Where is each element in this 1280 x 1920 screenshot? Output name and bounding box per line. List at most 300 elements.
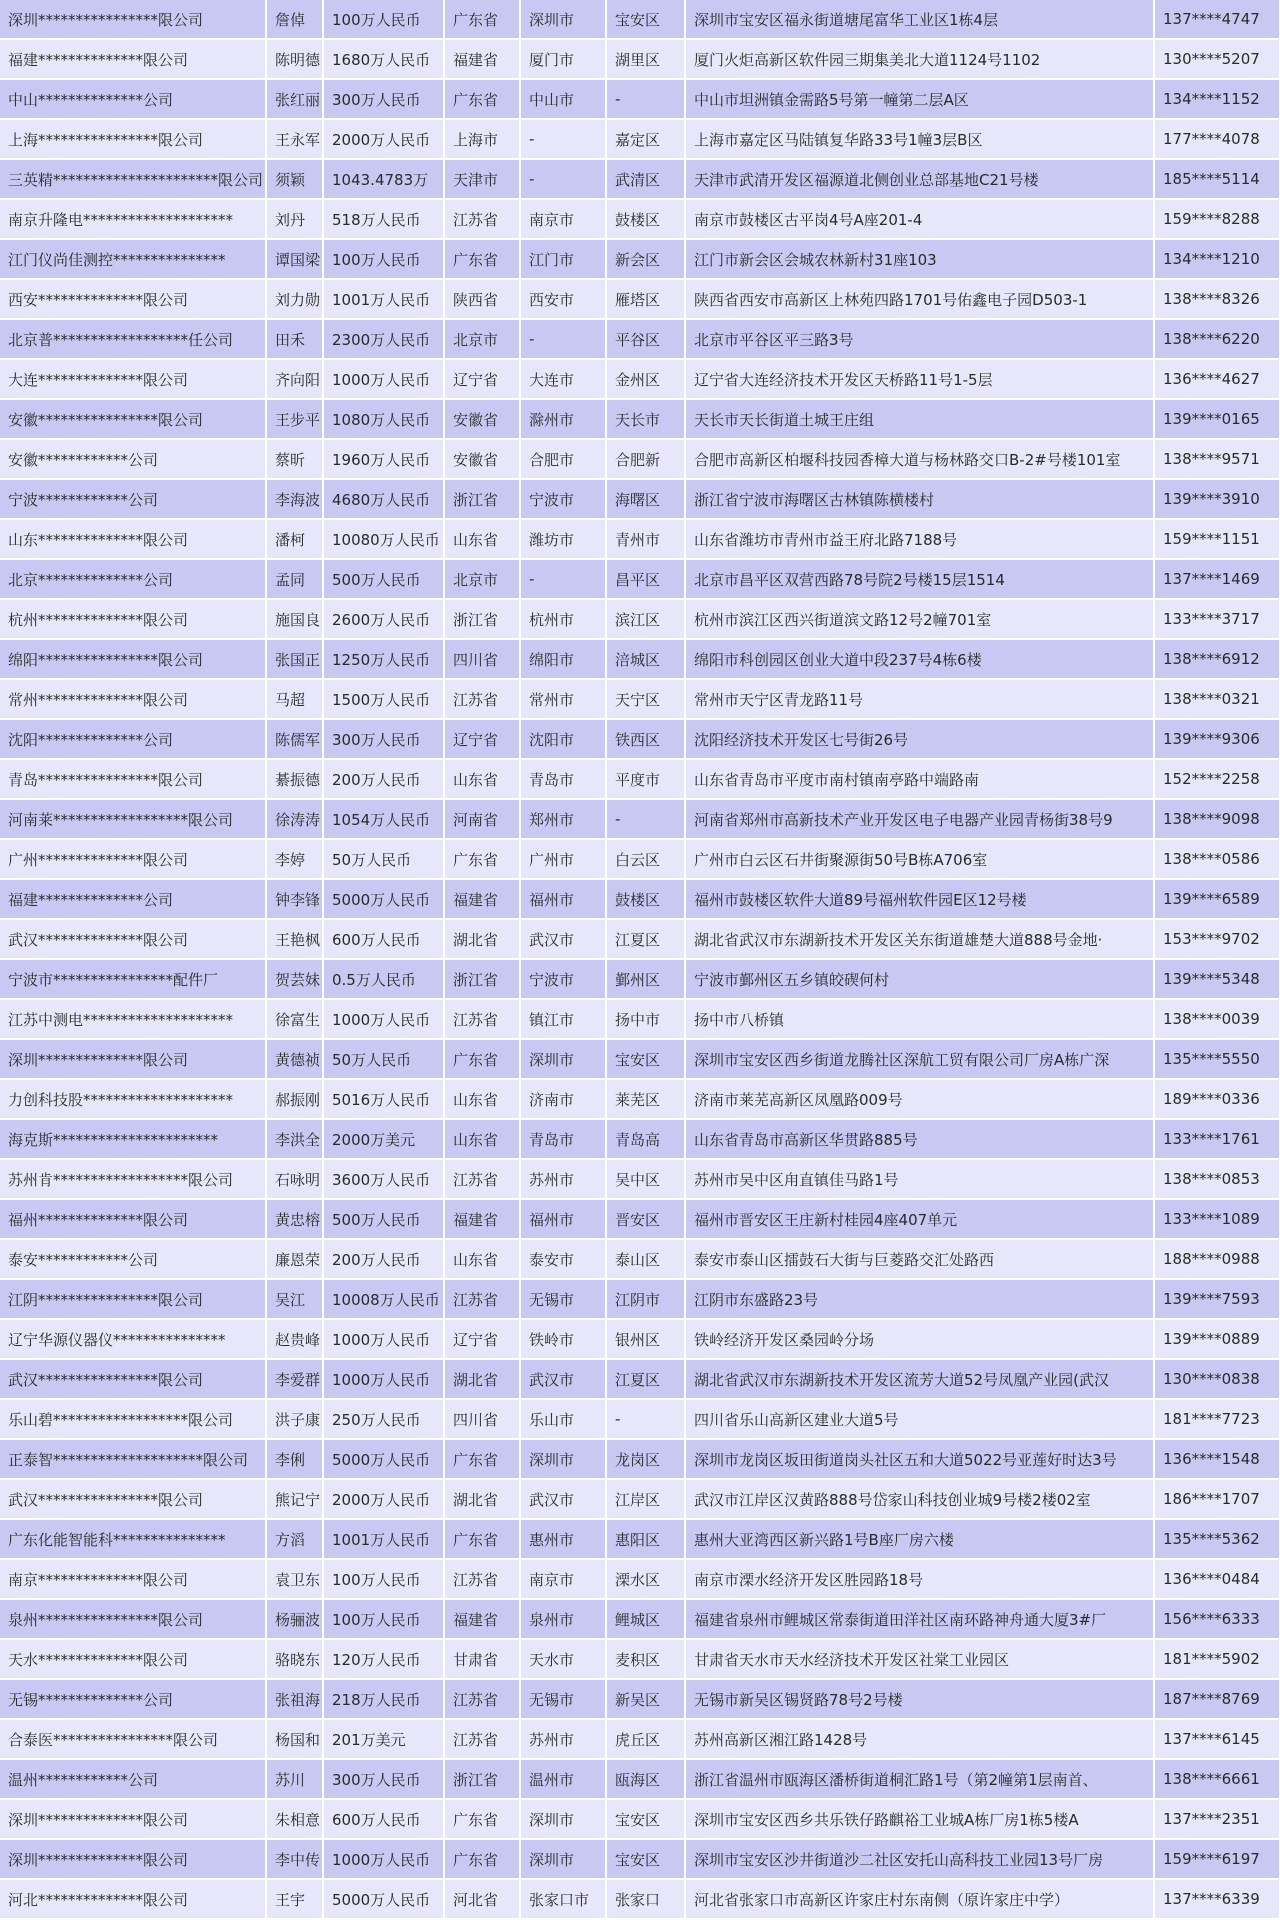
address-cell: 深圳市宝安区西乡共乐铁仔路麒裕工业城A栋厂房1栋5楼A: [685, 1799, 1154, 1839]
district-cell: 铁西区: [606, 719, 685, 759]
address-cell: 湖北省武汉市东湖新技术开发区关东街道雄楚大道888号金地·: [685, 919, 1154, 959]
legal-rep-cell: 马超: [266, 679, 323, 719]
address-cell: 四川省乐山高新区建业大道5号: [685, 1399, 1154, 1439]
phone-cell: 138****6220: [1154, 319, 1280, 359]
address-cell: 苏州高新区湘江路1428号: [685, 1719, 1154, 1759]
province-cell: 福建省: [444, 1599, 520, 1639]
table-row: [0, 1399, 1280, 1439]
registered-capital-cell: 1054万人民币: [323, 799, 444, 839]
table-row: [0, 279, 1280, 319]
table-row: [0, 79, 1280, 119]
district-cell: 湖里区: [606, 39, 685, 79]
legal-rep-cell: 刘丹: [266, 199, 323, 239]
district-cell: 宝安区: [606, 1839, 685, 1879]
registered-capital-cell: 1080万人民币: [323, 399, 444, 439]
company-name-cell: 苏州肯******************限公司: [0, 1159, 266, 1199]
phone-cell: 159****1151: [1154, 519, 1280, 559]
table-row: [0, 799, 1280, 839]
phone-cell: 159****8288: [1154, 199, 1280, 239]
phone-cell: 159****6197: [1154, 1839, 1280, 1879]
legal-rep-cell: 陈明德: [266, 39, 323, 79]
province-cell: 广东省: [444, 79, 520, 119]
table-row: [0, 879, 1280, 919]
city-cell: 绵阳市: [520, 639, 606, 679]
legal-rep-cell: 谭国梁: [266, 239, 323, 279]
legal-rep-cell: 李中传: [266, 1839, 323, 1879]
address-cell: 天长市天长街道土城王庄组: [685, 399, 1154, 439]
address-cell: 中山市坦洲镇金需路5号第一幢第二层A区: [685, 79, 1154, 119]
table-row: [0, 999, 1280, 1039]
company-name-cell: 合泰医****************限公司: [0, 1719, 266, 1759]
province-cell: 江苏省: [444, 1559, 520, 1599]
address-cell: 上海市嘉定区马陆镇复华路33号1幢3层B区: [685, 119, 1154, 159]
table-row: [0, 1319, 1280, 1359]
province-cell: 辽宁省: [444, 719, 520, 759]
district-cell: 麦积区: [606, 1639, 685, 1679]
address-cell: 山东省青岛市平度市南村镇南亭路中端路南: [685, 759, 1154, 799]
legal-rep-cell: 黄德祯: [266, 1039, 323, 1079]
city-cell: -: [520, 559, 606, 599]
company-name-cell: 广东化能智能科***************: [0, 1519, 266, 1559]
province-cell: 辽宁省: [444, 359, 520, 399]
legal-rep-cell: 李洪全: [266, 1119, 323, 1159]
district-cell: 龙岗区: [606, 1439, 685, 1479]
address-cell: 常州市天宁区青龙路11号: [685, 679, 1154, 719]
table-row: [0, 1439, 1280, 1479]
registered-capital-cell: 600万人民币: [323, 1799, 444, 1839]
province-cell: 湖北省: [444, 919, 520, 959]
legal-rep-cell: 钟李锋: [266, 879, 323, 919]
legal-rep-cell: 田禾: [266, 319, 323, 359]
city-cell: -: [520, 119, 606, 159]
address-cell: 深圳市宝安区西乡街道龙腾社区深航工贸有限公司厂房A栋广深: [685, 1039, 1154, 1079]
district-cell: 平谷区: [606, 319, 685, 359]
legal-rep-cell: 袁卫东: [266, 1559, 323, 1599]
address-cell: 无锡市新吴区锡贤路78号2号楼: [685, 1679, 1154, 1719]
table-row: [0, 39, 1280, 79]
city-cell: 天水市: [520, 1639, 606, 1679]
phone-cell: 130****0838: [1154, 1359, 1280, 1399]
company-name-cell: 辽宁华源仪器仪***************: [0, 1319, 266, 1359]
table-row: [0, 1799, 1280, 1839]
registered-capital-cell: 2600万人民币: [323, 599, 444, 639]
address-cell: 甘肃省天水市天水经济技术开发区社棠工业园区: [685, 1639, 1154, 1679]
province-cell: 浙江省: [444, 1759, 520, 1799]
phone-cell: 136****0484: [1154, 1559, 1280, 1599]
company-name-cell: 宁波市****************配件厂: [0, 959, 266, 999]
province-cell: 上海市: [444, 119, 520, 159]
registered-capital-cell: 1000万人民币: [323, 1319, 444, 1359]
legal-rep-cell: 苏川: [266, 1759, 323, 1799]
address-cell: 南京市鼓楼区古平岗4号A座201-4: [685, 199, 1154, 239]
city-cell: 铁岭市: [520, 1319, 606, 1359]
company-name-cell: 泰安************公司: [0, 1239, 266, 1279]
phone-cell: 135****5550: [1154, 1039, 1280, 1079]
phone-cell: 139****6589: [1154, 879, 1280, 919]
registered-capital-cell: 300万人民币: [323, 1759, 444, 1799]
district-cell: 滨江区: [606, 599, 685, 639]
province-cell: 陕西省: [444, 279, 520, 319]
province-cell: 江苏省: [444, 1279, 520, 1319]
table-row: [0, 839, 1280, 879]
registered-capital-cell: 3600万人民币: [323, 1159, 444, 1199]
district-cell: 雁塔区: [606, 279, 685, 319]
address-cell: 深圳市宝安区福永街道塘尾富华工业区1栋4层: [685, 0, 1154, 39]
phone-cell: 177****4078: [1154, 119, 1280, 159]
address-cell: 扬中市八桥镇: [685, 999, 1154, 1039]
registered-capital-cell: 0.5万人民币: [323, 959, 444, 999]
legal-rep-cell: 潘柯: [266, 519, 323, 559]
table-row: [0, 479, 1280, 519]
address-cell: 山东省潍坊市青州市益王府北路7188号: [685, 519, 1154, 559]
province-cell: 广东省: [444, 0, 520, 39]
registered-capital-cell: 300万人民币: [323, 79, 444, 119]
address-cell: 福州市鼓楼区软件大道89号福州软件园E区12号楼: [685, 879, 1154, 919]
legal-rep-cell: 郝振刚: [266, 1079, 323, 1119]
district-cell: 瓯海区: [606, 1759, 685, 1799]
city-cell: 福州市: [520, 1199, 606, 1239]
district-cell: 溧水区: [606, 1559, 685, 1599]
legal-rep-cell: 廉恩荣: [266, 1239, 323, 1279]
city-cell: 青岛市: [520, 1119, 606, 1159]
table-row: [0, 919, 1280, 959]
registered-capital-cell: 1500万人民币: [323, 679, 444, 719]
phone-cell: 134****1152: [1154, 79, 1280, 119]
table-row: [0, 1479, 1280, 1519]
phone-cell: 185****5114: [1154, 159, 1280, 199]
company-name-cell: 深圳**************限公司: [0, 1039, 266, 1079]
city-cell: 西安市: [520, 279, 606, 319]
city-cell: 南京市: [520, 199, 606, 239]
province-cell: 江苏省: [444, 1719, 520, 1759]
province-cell: 安徽省: [444, 399, 520, 439]
city-cell: -: [520, 319, 606, 359]
company-name-cell: 力创科技股********************: [0, 1079, 266, 1119]
city-cell: 镇江市: [520, 999, 606, 1039]
district-cell: 嘉定区: [606, 119, 685, 159]
company-name-cell: 上海****************限公司: [0, 119, 266, 159]
province-cell: 河北省: [444, 1879, 520, 1919]
registered-capital-cell: 2000万美元: [323, 1119, 444, 1159]
province-cell: 广东省: [444, 839, 520, 879]
province-cell: 四川省: [444, 639, 520, 679]
table-row: [0, 1199, 1280, 1239]
phone-cell: 152****2258: [1154, 759, 1280, 799]
district-cell: 虎丘区: [606, 1719, 685, 1759]
district-cell: -: [606, 799, 685, 839]
phone-cell: 187****8769: [1154, 1679, 1280, 1719]
company-name-cell: 山东**************限公司: [0, 519, 266, 559]
district-cell: 武清区: [606, 159, 685, 199]
table-row: [0, 679, 1280, 719]
city-cell: 深圳市: [520, 0, 606, 39]
address-cell: 江阴市东盛路23号: [685, 1279, 1154, 1319]
address-cell: 绵阳市科创园区创业大道中段237号4栋6楼: [685, 639, 1154, 679]
table-row: [0, 399, 1280, 439]
city-cell: 武汉市: [520, 1479, 606, 1519]
phone-cell: 136****1548: [1154, 1439, 1280, 1479]
company-name-cell: 无锡**************公司: [0, 1679, 266, 1719]
district-cell: 江夏区: [606, 919, 685, 959]
province-cell: 北京市: [444, 559, 520, 599]
province-cell: 广东省: [444, 1039, 520, 1079]
table-row: [0, 1679, 1280, 1719]
company-name-cell: 南京升隆电********************: [0, 199, 266, 239]
legal-rep-cell: 王永军: [266, 119, 323, 159]
district-cell: 扬中市: [606, 999, 685, 1039]
district-cell: 鲤城区: [606, 1599, 685, 1639]
city-cell: 广州市: [520, 839, 606, 879]
province-cell: 山东省: [444, 1119, 520, 1159]
company-name-cell: 武汉****************限公司: [0, 1359, 266, 1399]
legal-rep-cell: 李海波: [266, 479, 323, 519]
legal-rep-cell: 徐涛涛: [266, 799, 323, 839]
city-cell: 潍坊市: [520, 519, 606, 559]
phone-cell: 138****8326: [1154, 279, 1280, 319]
phone-cell: 134****1210: [1154, 239, 1280, 279]
province-cell: 浙江省: [444, 959, 520, 999]
legal-rep-cell: 张祖海: [266, 1679, 323, 1719]
address-cell: 惠州大亚湾西区新兴路1号B座厂房六楼: [685, 1519, 1154, 1559]
legal-rep-cell: 骆晓东: [266, 1639, 323, 1679]
phone-cell: 139****5348: [1154, 959, 1280, 999]
district-cell: 青州市: [606, 519, 685, 559]
district-cell: 银州区: [606, 1319, 685, 1359]
address-cell: 湖北省武汉市东湖新技术开发区流芳大道52号凤凰产业园(武汉: [685, 1359, 1154, 1399]
table-row: [0, 1039, 1280, 1079]
address-cell: 宁波市鄞州区五乡镇皎碶何村: [685, 959, 1154, 999]
city-cell: 宁波市: [520, 479, 606, 519]
company-name-cell: 南京**************限公司: [0, 1559, 266, 1599]
table-row: [0, 1719, 1280, 1759]
table-row: [0, 119, 1280, 159]
phone-cell: 137****4747: [1154, 0, 1280, 39]
table-row: [0, 759, 1280, 799]
city-cell: 苏州市: [520, 1159, 606, 1199]
district-cell: 平度市: [606, 759, 685, 799]
city-cell: 深圳市: [520, 1439, 606, 1479]
district-cell: 张家口: [606, 1879, 685, 1919]
registered-capital-cell: 2000万人民币: [323, 119, 444, 159]
district-cell: 江夏区: [606, 1359, 685, 1399]
province-cell: 天津市: [444, 159, 520, 199]
city-cell: 深圳市: [520, 1799, 606, 1839]
phone-cell: 189****0336: [1154, 1079, 1280, 1119]
province-cell: 辽宁省: [444, 1319, 520, 1359]
registered-capital-cell: 10008万人民币: [323, 1279, 444, 1319]
company-name-cell: 绵阳****************限公司: [0, 639, 266, 679]
company-name-cell: 安徽****************限公司: [0, 399, 266, 439]
city-cell: -: [520, 159, 606, 199]
province-cell: 福建省: [444, 1199, 520, 1239]
province-cell: 湖北省: [444, 1479, 520, 1519]
legal-rep-cell: 李爱群: [266, 1359, 323, 1399]
company-name-cell: 福建**************公司: [0, 879, 266, 919]
city-cell: 大连市: [520, 359, 606, 399]
legal-rep-cell: 李婷: [266, 839, 323, 879]
table-row: [0, 1079, 1280, 1119]
district-cell: 鼓楼区: [606, 879, 685, 919]
province-cell: 四川省: [444, 1399, 520, 1439]
company-name-cell: 三英精**********************限公司: [0, 159, 266, 199]
phone-cell: 181****5902: [1154, 1639, 1280, 1679]
legal-rep-cell: 孟同: [266, 559, 323, 599]
province-cell: 江苏省: [444, 679, 520, 719]
registered-capital-cell: 1250万人民币: [323, 639, 444, 679]
district-cell: 宝安区: [606, 1039, 685, 1079]
company-name-cell: 青岛****************限公司: [0, 759, 266, 799]
city-cell: 乐山市: [520, 1399, 606, 1439]
district-cell: 合肥新: [606, 439, 685, 479]
registered-capital-cell: 5000万人民币: [323, 1879, 444, 1919]
table-row: [0, 959, 1280, 999]
province-cell: 广东省: [444, 1799, 520, 1839]
table-row: [0, 639, 1280, 679]
phone-cell: 139****0165: [1154, 399, 1280, 439]
district-cell: 泰山区: [606, 1239, 685, 1279]
district-cell: 白云区: [606, 839, 685, 879]
city-cell: 泉州市: [520, 1599, 606, 1639]
registered-capital-cell: 1000万人民币: [323, 1359, 444, 1399]
legal-rep-cell: 徐富生: [266, 999, 323, 1039]
address-cell: 苏州市吴中区甪直镇佳马路1号: [685, 1159, 1154, 1199]
registered-capital-cell: 2300万人民币: [323, 319, 444, 359]
city-cell: 深圳市: [520, 1839, 606, 1879]
company-name-cell: 深圳**************限公司: [0, 1839, 266, 1879]
province-cell: 广东省: [444, 239, 520, 279]
city-cell: 南京市: [520, 1559, 606, 1599]
phone-cell: 137****1469: [1154, 559, 1280, 599]
registered-capital-cell: 50万人民币: [323, 1039, 444, 1079]
address-cell: 沈阳经济技术开发区七号街26号: [685, 719, 1154, 759]
city-cell: 沈阳市: [520, 719, 606, 759]
table-row: [0, 199, 1280, 239]
table-row: [0, 1279, 1280, 1319]
phone-cell: 137****6339: [1154, 1879, 1280, 1919]
table-row: [0, 319, 1280, 359]
phone-cell: 130****5207: [1154, 39, 1280, 79]
city-cell: 泰安市: [520, 1239, 606, 1279]
district-cell: 江岸区: [606, 1479, 685, 1519]
table-row: [0, 439, 1280, 479]
legal-rep-cell: 刘力勋: [266, 279, 323, 319]
province-cell: 浙江省: [444, 479, 520, 519]
city-cell: 温州市: [520, 1759, 606, 1799]
phone-cell: 135****5362: [1154, 1519, 1280, 1559]
province-cell: 广东省: [444, 1839, 520, 1879]
address-cell: 南京市溧水经济开发区胜园路18号: [685, 1559, 1154, 1599]
registered-capital-cell: 5016万人民币: [323, 1079, 444, 1119]
province-cell: 山东省: [444, 759, 520, 799]
registered-capital-cell: 1043.4783万: [323, 159, 444, 199]
city-cell: 杭州市: [520, 599, 606, 639]
registered-capital-cell: 300万人民币: [323, 719, 444, 759]
district-cell: 新吴区: [606, 1679, 685, 1719]
phone-cell: 181****7723: [1154, 1399, 1280, 1439]
legal-rep-cell: 方滔: [266, 1519, 323, 1559]
province-cell: 浙江省: [444, 599, 520, 639]
table-row: [0, 1159, 1280, 1199]
city-cell: 滁州市: [520, 399, 606, 439]
city-cell: 江门市: [520, 239, 606, 279]
table-row: [0, 1759, 1280, 1799]
phone-cell: 186****1707: [1154, 1479, 1280, 1519]
registered-capital-cell: 1000万人民币: [323, 359, 444, 399]
registered-capital-cell: 2000万人民币: [323, 1479, 444, 1519]
district-cell: 金州区: [606, 359, 685, 399]
legal-rep-cell: 熊记宁: [266, 1479, 323, 1519]
province-cell: 福建省: [444, 879, 520, 919]
table-row: [0, 719, 1280, 759]
registered-capital-cell: 1000万人民币: [323, 999, 444, 1039]
registered-capital-cell: 218万人民币: [323, 1679, 444, 1719]
legal-rep-cell: 施国良: [266, 599, 323, 639]
district-cell: 鄞州区: [606, 959, 685, 999]
legal-rep-cell: 张红丽: [266, 79, 323, 119]
district-cell: 新会区: [606, 239, 685, 279]
province-cell: 湖北省: [444, 1359, 520, 1399]
legal-rep-cell: 张国正: [266, 639, 323, 679]
company-name-cell: 河北**************限公司: [0, 1879, 266, 1919]
legal-rep-cell: 吴江: [266, 1279, 323, 1319]
address-cell: 杭州市滨江区西兴街道滨文路12号2幢701室: [685, 599, 1154, 639]
registered-capital-cell: 250万人民币: [323, 1399, 444, 1439]
phone-cell: 138****0321: [1154, 679, 1280, 719]
table-row: [0, 1519, 1280, 1559]
address-cell: 北京市昌平区双营西路78号院2号楼15层1514: [685, 559, 1154, 599]
company-name-cell: 北京**************公司: [0, 559, 266, 599]
phone-cell: 133****1761: [1154, 1119, 1280, 1159]
province-cell: 山东省: [444, 1239, 520, 1279]
company-name-cell: 河南莱******************限公司: [0, 799, 266, 839]
company-name-cell: 沈阳**************公司: [0, 719, 266, 759]
table-row: [0, 1839, 1280, 1879]
legal-rep-cell: 陈儒军: [266, 719, 323, 759]
address-cell: 江门市新会区会城农林新村31座103: [685, 239, 1154, 279]
company-name-cell: 广州**************限公司: [0, 839, 266, 879]
company-name-cell: 西安**************限公司: [0, 279, 266, 319]
address-cell: 深圳市龙岗区坂田街道岗头社区五和大道5022号亚莲好时达3号: [685, 1439, 1154, 1479]
city-cell: 福州市: [520, 879, 606, 919]
city-cell: 青岛市: [520, 759, 606, 799]
district-cell: 吴中区: [606, 1159, 685, 1199]
address-cell: 辽宁省大连经济技术开发区天桥路11号1-5层: [685, 359, 1154, 399]
province-cell: 江苏省: [444, 999, 520, 1039]
company-name-cell: 北京普******************任公司: [0, 319, 266, 359]
table-row: [0, 599, 1280, 639]
address-cell: 厦门火炬高新区软件园三期集美北大道1124号1102: [685, 39, 1154, 79]
city-cell: 张家口市: [520, 1879, 606, 1919]
address-cell: 武汉市江岸区汉黄路888号岱家山科技创业城9号楼2楼02室: [685, 1479, 1154, 1519]
phone-cell: 138****0586: [1154, 839, 1280, 879]
district-cell: 宝安区: [606, 0, 685, 39]
address-cell: 福建省泉州市鲤城区常泰街道田洋社区南环路神舟通大厦3#厂: [685, 1599, 1154, 1639]
legal-rep-cell: 蔡昕: [266, 439, 323, 479]
registered-capital-cell: 518万人民币: [323, 199, 444, 239]
phone-cell: 153****9702: [1154, 919, 1280, 959]
company-name-cell: 深圳**************限公司: [0, 1799, 266, 1839]
legal-rep-cell: 石咏明: [266, 1159, 323, 1199]
company-name-cell: 天水**************限公司: [0, 1639, 266, 1679]
registered-capital-cell: 600万人民币: [323, 919, 444, 959]
company-name-cell: 温州************公司: [0, 1759, 266, 1799]
table-row: [0, 1359, 1280, 1399]
registered-capital-cell: 100万人民币: [323, 0, 444, 39]
province-cell: 河南省: [444, 799, 520, 839]
phone-cell: 139****3910: [1154, 479, 1280, 519]
table-row: [0, 1119, 1280, 1159]
registered-capital-cell: 100万人民币: [323, 239, 444, 279]
